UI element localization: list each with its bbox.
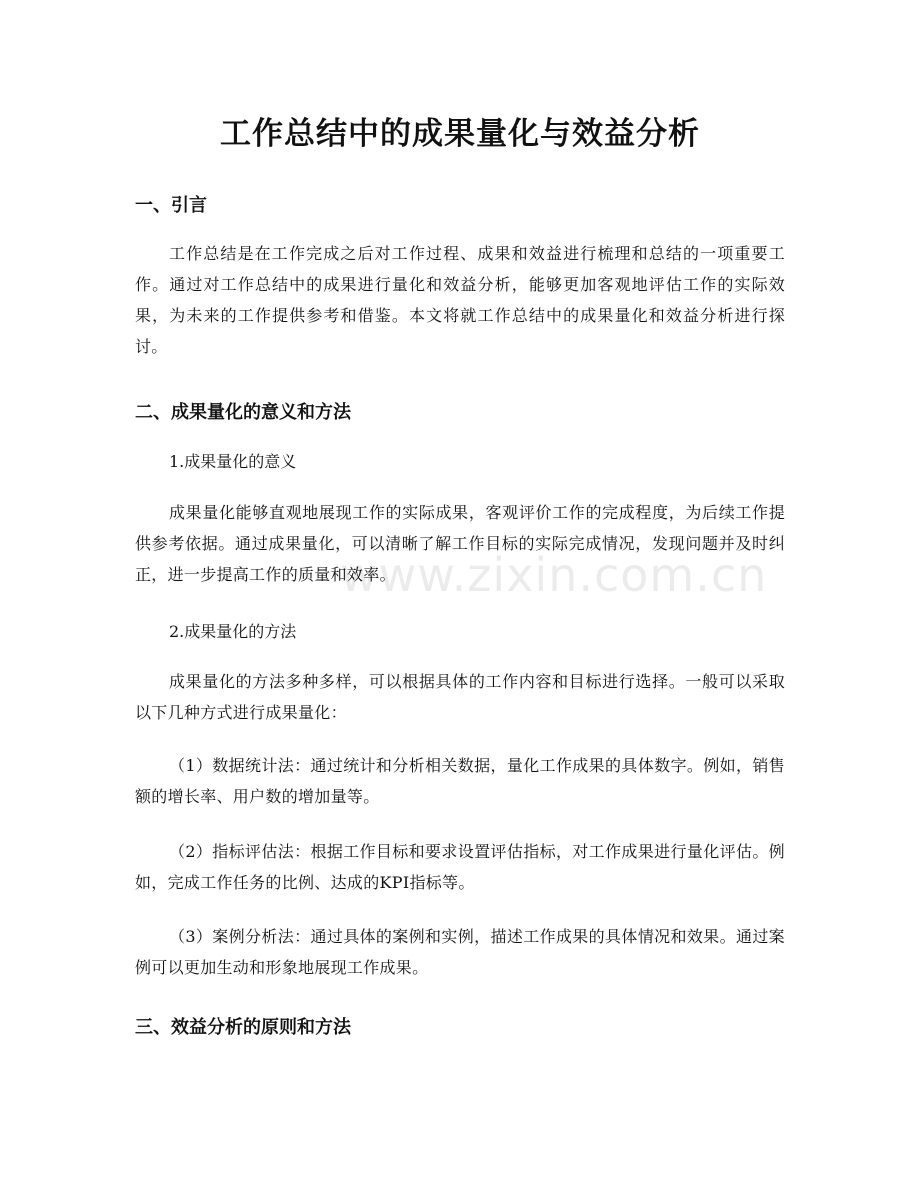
method-item-case-analysis: （3）案例分析法：通过具体的案例和实例，描述工作成果的具体情况和效果。通过案例可以更加生动和形象地展现工作成果。 xyxy=(135,927,785,977)
document-title: 工作总结中的成果量化与效益分析 xyxy=(220,116,700,152)
intro-paragraph: 工作总结是在工作完成之后对工作过程、成果和效益进行梳理和总结的一项重要工作。通过对工作总结中的成果进行量化和效益分析，能够更加客观地评估工作的实际效果，为未来的工作提供参考和借鉴。本文将就工作总结中的成果量化和效益分析进行探讨。 xyxy=(135,244,785,356)
methods-paragraph: 成果量化的方法多种多样，可以根据具体的工作内容和目标进行选择。一般可以采取以下几种方式进行成果量化： xyxy=(135,672,785,722)
section-heading-benefit-analysis: 三、效益分析的原则和方法 xyxy=(135,1017,351,1038)
section-heading-intro: 一、引言 xyxy=(135,195,207,216)
watermark: www.zixin.com.cn xyxy=(340,548,768,602)
method-item-data-statistics: （1）数据统计法：通过统计和分析相关数据，量化工作成果的具体数字。例如，销售额的增长率、用户数的增加量等。 xyxy=(135,756,785,806)
section-heading-quantification: 二、成果量化的意义和方法 xyxy=(135,402,351,423)
subsection-title-methods: 2.成果量化的方法 xyxy=(169,622,297,641)
significance-paragraph: 成果量化能够直观地展现工作的实际成果，客观评价工作的完成程度，为后续工作提供参考依据。通过成果量化，可以清晰了解工作目标的实际完成情况，发现问题并及时纠正，进一步提高工作的质量和效率。 xyxy=(135,503,785,584)
subsection-title-significance: 1.成果量化的意义 xyxy=(169,452,297,471)
method-item-indicator-evaluation: （2）指标评估法：根据工作目标和要求设置评估指标，对工作成果进行量化评估。例如，完成工作任务的比例、达成的KPI指标等。 xyxy=(135,842,785,892)
